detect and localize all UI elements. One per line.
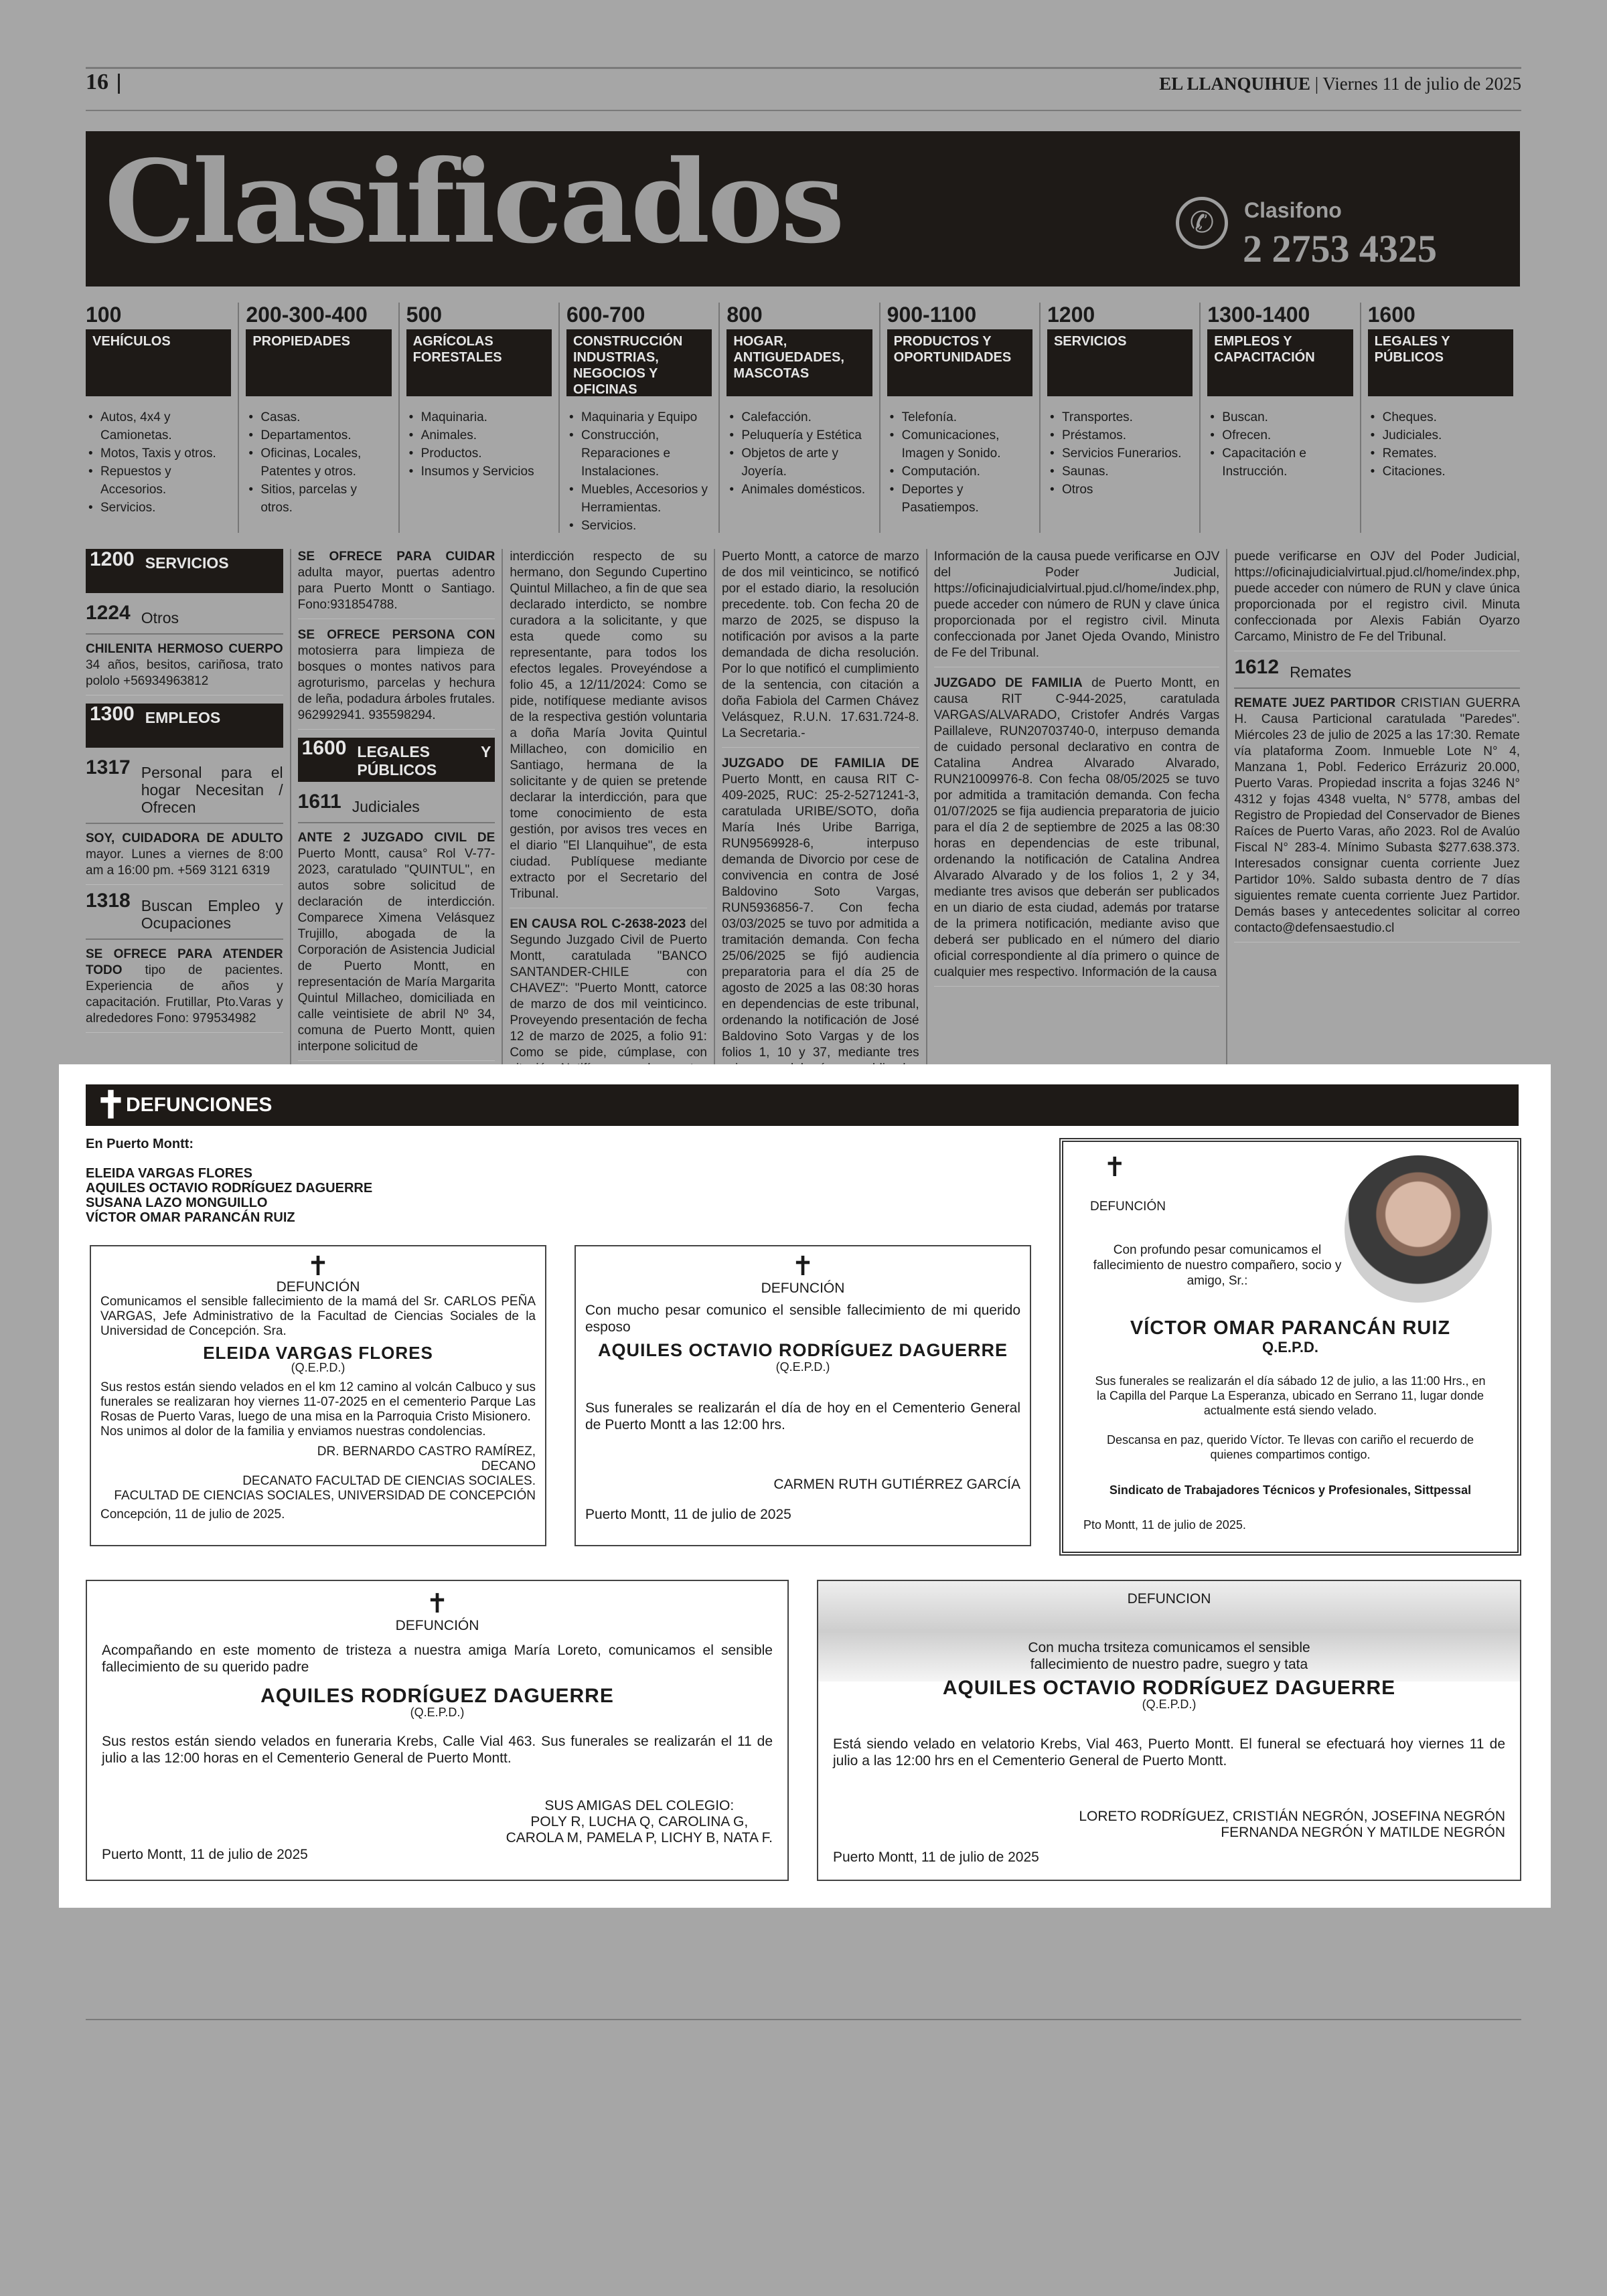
notice-place-date: Puerto Montt, 11 de julio de 2025	[585, 1507, 791, 1522]
deceased-name: ELEIDA VARGAS FLORES	[86, 1166, 252, 1181]
cross-icon: ✝	[426, 1589, 449, 1619]
death-notice	[90, 1245, 546, 1546]
classified-ad-continued: Puerto Montt, a catorce de marzo de dos mil veinticinco, se notificó por el estado diario, la resolución precedente. tob. Con fecha 20 de marzo de 2025, se dispuso la notificación por avisos a la parte demandada de dicha resolución. Por lo que notificó el cumplimiento de la sentencia, con citación a doña Fabiola del Carmen Chávez Velásquez, R.U.N. 17.631.724-8. La Secretaria.-	[722, 549, 919, 748]
classified-column-4	[715, 549, 927, 1071]
category-item: • Casas.	[246, 408, 391, 426]
category-column	[86, 303, 239, 533]
category-item: • Repuestos y Accesorios.	[86, 463, 231, 499]
notice-signature: DECANO	[481, 1459, 536, 1473]
subsection-label: Remates	[1290, 663, 1352, 681]
page-number-divider	[118, 74, 120, 94]
category-column	[1047, 303, 1201, 533]
notice-signature: SUS AMIGAS DEL COLEGIO:	[544, 1798, 735, 1813]
category-item: • Cheques.	[1368, 408, 1513, 426]
notice-body: Descansa en paz, querido Víctor. Te llevas con cariño el recuerdo de quienes compartimos contigo.	[1107, 1433, 1474, 1461]
classified-column-3	[503, 549, 715, 1071]
category-items	[246, 408, 391, 517]
classified-column-6	[1227, 549, 1520, 1071]
defunciones-title: DEFUNCIONES	[126, 1094, 273, 1116]
category-item: • Oficinas, Locales, Patentes y otros.	[246, 444, 391, 481]
classified-column-1	[86, 549, 291, 1071]
notice-kind: DEFUNCIÓN	[1090, 1200, 1166, 1214]
classified-column-5	[927, 549, 1228, 1071]
category-number: 1300-1400	[1207, 303, 1310, 327]
subsection-number: 1318	[86, 890, 131, 912]
ad-text: Puerto Montt, en causa RIT C-409-2025, RUC: 25-2-5271241-3, caratulada URIBE/SOTO, doña María Inés Uribe Barriga, RUN9569928-6, interpuso demanda de Divorcio por cese de convivencia en contra de José Baldovino Soto Vargas, RUN5936856-7. Con fecha 03/03/2025 se tuvo por admitida a tramitación demanda. Con fecha 25/06/2025 se fijó audiencia preparatoria para el día 25 de agosto de 2025 a las 08:30 horas en dependencias de este tribunal, ordenando la notificación de José Baldovino Soto Vargas y de los folios 1, 10 y 37, mediante tres	[721, 772, 919, 1060]
category-column	[406, 303, 560, 533]
ad-lead: SE OFRECE PARA ATENDER TODO	[86, 947, 283, 977]
section-number: 1300	[90, 703, 135, 725]
category-item: • Maquinaria y Equipo	[566, 408, 712, 426]
ad-lead: ANTE 2 JUZGADO CIVIL DE	[297, 831, 495, 845]
category-column	[1368, 303, 1520, 533]
category-column	[1207, 303, 1361, 533]
header-rule	[86, 67, 1521, 69]
category-item: • Animales domésticos.	[726, 481, 872, 499]
category-items	[1207, 408, 1353, 481]
clasifono-number: 2 2753 4325	[1243, 227, 1437, 270]
category-item: • Judiciales.	[1368, 426, 1513, 444]
notice-signature-block	[506, 1798, 773, 1846]
subsection-label: Personal para el hogar Necesitan / Ofrecen	[141, 764, 283, 816]
notice-intro: Con profundo pesar comunicamos el fallecimiento de nuestro compañero, socio y amigo, Sr.:	[1093, 1243, 1342, 1288]
category-item: • Servicios.	[86, 499, 231, 517]
category-items	[887, 408, 1032, 517]
category-item: • Construcción, Reparaciones e Instalaciones.	[566, 426, 712, 481]
category-item: • Sitios, parcelas y otros.	[246, 481, 391, 517]
subsection-label: Otros	[141, 609, 179, 627]
death-notice	[575, 1245, 1031, 1546]
category-item: • Saunas.	[1047, 463, 1193, 481]
masthead-paper: EL LLANQUIHUE	[1159, 74, 1310, 94]
ad-text: mayor. Lunes a viernes de 8:00 am a 16:00 pm. +569 3121 6319	[86, 847, 283, 878]
section-header-1300	[86, 704, 283, 748]
ad-text: Puerto Montt, causa° Rol V-77-2023, caratulado "QUINTUL", en autos sobre solicitud de declaración de interdicción. Comparece Ximena Velásquez Trujillo, abogada de la Corporación de Asistencia Judicial de Puerto Montt, en representación de María Margarita Quintul Millacheo, domiciliada en calle veintisiete de abril Nº 34, comuna de Puerto Montt, quien interpone solicitud de	[297, 847, 495, 1054]
category-item: • Computación.	[887, 463, 1032, 481]
death-notice	[86, 1580, 789, 1881]
notice-place-date: Puerto Montt, 11 de julio de 2025	[833, 1850, 1039, 1865]
ad-lead: SOY, CUIDADORA DE ADULTO	[86, 831, 283, 845]
masthead-date: Viernes 11 de julio de 2025	[1322, 74, 1521, 94]
notice-kind: DEFUNCIÓN	[276, 1279, 360, 1295]
section-header-1200	[86, 549, 283, 593]
deceased-name: SUSANA LAZO MONGUILLO	[86, 1196, 268, 1210]
category-number: 1600	[1367, 303, 1415, 327]
category-items	[726, 408, 872, 499]
category-item: • Calefacción.	[726, 408, 872, 426]
category-index	[86, 303, 1520, 533]
subsection-number: 1612	[1234, 656, 1280, 678]
banner-title: Clasificados	[104, 135, 842, 269]
notice-qepd: (Q.E.P.D.)	[291, 1361, 346, 1374]
category-label: CONSTRUCCIÓN INDUSTRIAS, NEGOCIOS Y OFICINAS	[566, 329, 712, 396]
category-item: • Insumos y Servicios	[406, 463, 552, 481]
category-items	[1047, 408, 1193, 499]
category-number: 100	[86, 303, 122, 327]
category-item: • Deportes y Pasatiempos.	[887, 481, 1032, 517]
notice-signature: CARMEN RUTH GUTIÉRREZ GARCÍA	[773, 1477, 1020, 1492]
category-item: • Capacitación e Instrucción.	[1207, 444, 1353, 481]
section-number: 1200	[90, 548, 135, 570]
notice-signature-block	[1079, 1809, 1505, 1841]
category-number: 900-1100	[887, 303, 977, 327]
notice-body: Está siendo velado en velatorio Krebs, Vial 463, Puerto Montt. El funeral se efectuará hoy viernes 11 de julio a las 12:00 hrs en el Cementerio General de Puerto Montt.	[833, 1736, 1505, 1769]
cross-icon: ✝	[791, 1252, 814, 1281]
category-column	[887, 303, 1041, 533]
category-label: SERVICIOS	[1047, 329, 1193, 396]
category-item: • Citaciones.	[1368, 463, 1513, 481]
category-item: • Muebles, Accesorios y Herramientas.	[566, 481, 712, 517]
clasificados-banner	[86, 131, 1520, 286]
notice-signature: FERNANDA NEGRÓN Y MATILDE NEGRÓN	[1221, 1825, 1505, 1840]
header-rule-lower	[86, 110, 1521, 111]
category-item: • Servicios Funerarios.	[1047, 444, 1193, 463]
ad-lead: JUZGADO DE FAMILIA DE	[721, 756, 919, 770]
category-item: • Motos, Taxis y otros.	[86, 444, 231, 463]
notice-intro: Acompañando en este momento de tristeza a nuestra amiga María Loreto, comunicamos el sensible fallecimiento de su querido padre	[102, 1643, 773, 1675]
notice-signature: Sindicato de Trabajadores Técnicos y Profesionales, Sittpessal	[1109, 1483, 1472, 1497]
death-notice-featured	[1059, 1138, 1521, 1556]
notice-kind: DEFUNCIÓN	[761, 1281, 845, 1296]
ad-lead: SE OFRECE PERSONA CON	[297, 628, 495, 642]
category-column	[246, 303, 399, 533]
classified-ad	[934, 675, 1220, 987]
ad-lead: REMATE JUEZ PARTIDOR	[1234, 696, 1396, 710]
notice-deceased-name: AQUILES OCTAVIO RODRÍGUEZ DAGUERRE	[942, 1677, 1396, 1699]
category-label: HOGAR, ANTIGUEDADES, MASCOTAS	[726, 329, 872, 396]
notice-deceased-name: AQUILES OCTAVIO RODRÍGUEZ DAGUERRE	[597, 1340, 1008, 1360]
cross-icon: ✝	[95, 1084, 127, 1126]
category-items	[406, 408, 552, 481]
notice-place-date: Concepción, 11 de julio de 2025.	[100, 1507, 285, 1522]
subsection-number: 1317	[86, 756, 131, 778]
section-label: SERVICIOS	[145, 554, 229, 572]
page-number: 16	[86, 70, 108, 94]
defunciones-header	[86, 1084, 1519, 1126]
category-item: • Comunicaciones, Imagen y Sonido.	[887, 426, 1032, 463]
category-item: • Departamentos.	[246, 426, 391, 444]
notice-intro: Con mucha trsiteza comunicamos el sensible fallecimiento de nuestro padre, suegro y tata	[1028, 1640, 1310, 1672]
category-item: • Objetos de arte y Joyería.	[726, 444, 872, 481]
subsection-header-1611	[297, 791, 495, 823]
defunciones-names-list	[86, 1166, 372, 1225]
defunciones-location: En Puerto Montt:	[86, 1137, 194, 1151]
ad-text: motosierra para limpieza de bosques o montes nativos para agroturismo, parcelas y hechura de leña, podadura árboles frutales. 962992941. 935598294.	[297, 644, 495, 722]
notice-qepd: Q.E.P.D.	[1262, 1339, 1318, 1356]
subsection-header-1318	[86, 890, 283, 940]
ad-text: tipo de pacientes. Experiencia de años y capacitación. Frutillar, Pto.Varas y alrededores Fono: 979534982	[86, 963, 283, 1026]
deceased-name: VÍCTOR OMAR PARANCÁN RUIZ	[86, 1210, 295, 1225]
ad-text: de Puerto Montt, en causa RIT C-944-2025, caratulada VARGAS/ALVARADO, Cristofer Andrés Vargas Paillaleve, RUN20703740-0, interpuso demanda de cuidado personal declarativo en contra de Catalina Andrea Alvarado Alvarado, RUN21009976-8. Con fecha 08/05/2025 se tuvo por admitida a tramitación demanda. Con fecha 01/07/2025 se fija audiencia preparatoria de juicio para el día 2 de septiembre de 2025 a las 08:30 horas en dependencias de este tribunal, ordenando la notificación de Catalina Andrea Alvarado Alvarado y de los folios 1, 2 y 34, mediante tres avisos que deberán ser publicados en un diario de esta ciudad, además por tratarse de la primera notificación, mediante aviso que deberá ser publicado en el número del diario oficial correspondiente al día primero o quince de cualquier mes respectivo. Información de la causa	[933, 676, 1220, 979]
notice-kind: DEFUNCION	[1127, 1591, 1211, 1607]
category-item: • Peluquería y Estética	[726, 426, 872, 444]
classified-column-2	[291, 549, 504, 1071]
notice-qepd: (Q.E.P.D.)	[775, 1360, 830, 1374]
classified-ad-continued: interdicción respecto de su hermano, don Segundo Cupertino Quintul Millacheo, a fin de que sea declarado interdicto, se nombre curadora a la solicitante, y que esta quede como su representante, para todos los efectos legales. Proveyéndose a folio 45, a 12/11/2024: Como se pide, notifíquese mediante avisos de la respectiva gestión voluntaria a doña María Jovita Quintul Millacheo, con domicilio en Santiago, hermana de la solicitante y de quien se pretende declarar la interdicción, para que tome conocimiento de esta gestión, por avisos tres veces en el diario "El Llanquihue", de esta ciudad. Publíquese mediante extracto por el Secretario del Tribunal.	[510, 549, 707, 908]
category-item: • Productos.	[406, 444, 552, 463]
category-item: • Maquinaria.	[406, 408, 552, 426]
ad-text: CRISTIAN GUERRA H. Causa Particional caratulada "Paredes". Miércoles 23 de julio de 2025 a las 17:30. Remate vía plataforma Zoom. Inmueble Lote N° 4, Manzana 1, Pobl. Federico Errázuriz 20.000, Puerto Varas. Propiedad inscrita a fojas 3246 N° 4312 y fojas 4348 vuelta, N° 5778, ambas del Registro de Propiedad del Conservador de Bienes Raíces de Puerto Varas, año 2023. Rol de Avalúo Fiscal N° 283-4. Mínimo Subasta $277.638.373. Interesados consignar cuenta corriente Juez Partidor 10%. Saldo subasta dentro de 7 días siguientes remate cuenta corriente Juez Partidor. Demás bases y antecedentes solicitar al correo contacto@defensaestudio.cl	[1234, 696, 1520, 935]
defunciones-section	[59, 1064, 1551, 1908]
notice-place-date: Puerto Montt, 11 de julio de 2025	[102, 1847, 308, 1862]
notice-signature: DECANATO FACULTAD DE CIENCIAS SOCIALES.	[242, 1474, 536, 1488]
deceased-name: AQUILES OCTAVIO RODRÍGUEZ DAGUERRE	[86, 1181, 373, 1196]
classified-columns	[86, 549, 1520, 1071]
subsection-header-1224	[86, 602, 283, 635]
notice-body: Sus funerales se realizarán el día de hoy en el Cementerio General de Puerto Montt a las 12:00 hrs.	[585, 1400, 1020, 1432]
section-number: 1600	[301, 737, 347, 759]
classified-ad	[298, 627, 495, 730]
ad-lead: CHILENITA HERMOSO CUERPO	[86, 642, 283, 656]
notice-signature: POLY R, LUCHA Q, CAROLINA G,	[530, 1814, 749, 1829]
category-items	[566, 408, 712, 535]
category-number: 1200	[1047, 303, 1095, 327]
classified-ad	[1234, 695, 1520, 942]
notice-body: Sus restos están siendo velados en funeraria Krebs, Calle Vial 463. Sus funerales se realizarán el 11 de julio a las 12:00 horas en el Cementerio General de Puerto Montt.	[102, 1734, 773, 1766]
notice-signature: CAROLA M, PAMELA P, LICHY B, NATA F.	[506, 1830, 773, 1846]
classified-ad	[298, 830, 495, 1061]
subsection-header-1612	[1234, 656, 1520, 689]
footer-rule	[86, 2019, 1521, 2020]
classified-ad	[86, 947, 283, 1033]
cross-icon: ✝	[307, 1252, 329, 1281]
category-label: PRODUCTOS Y OPORTUNIDADES	[887, 329, 1032, 396]
category-column	[566, 303, 720, 533]
category-item: • Animales.	[406, 426, 552, 444]
notice-qepd: (Q.E.P.D.)	[410, 1706, 465, 1719]
category-items	[1368, 408, 1513, 481]
category-label: PROPIEDADES	[246, 329, 391, 396]
category-column	[726, 303, 880, 533]
category-item: • Remates.	[1368, 444, 1513, 463]
category-label: LEGALES Y PÚBLICOS	[1368, 329, 1513, 396]
masthead: EL LLANQUIHUE | Viernes 11 de julio de 2025	[1159, 74, 1521, 94]
classified-ad	[86, 831, 283, 885]
category-number: 800	[726, 303, 763, 327]
classified-ad	[86, 641, 283, 695]
notice-deceased-name: AQUILES RODRÍGUEZ DAGUERRE	[260, 1685, 614, 1707]
notice-body: Sus funerales se realizarán el día sábado 12 de julio, a las 11:00 Hrs., en la Capilla del Parque La Esperanza, ubicado en Serrano 11, lugar donde actualmente está siendo velado.	[1095, 1374, 1486, 1417]
category-item: • Préstamos.	[1047, 426, 1193, 444]
subsection-number: 1611	[297, 791, 341, 813]
category-label: AGRÍCOLAS FORESTALES	[406, 329, 552, 396]
notice-qepd: (Q.E.P.D.)	[1142, 1698, 1197, 1711]
notice-signature: LORETO RODRÍGUEZ, CRISTIÁN NEGRÓN, JOSEFINA NEGRÓN	[1079, 1809, 1505, 1824]
notice-deceased-name: VÍCTOR OMAR PARANCÁN RUIZ	[1130, 1317, 1451, 1339]
category-item: • Buscan.	[1207, 408, 1353, 426]
notice-signature: DR. BERNARDO CASTRO RAMÍREZ,	[317, 1445, 536, 1459]
category-item: • Servicios.	[566, 517, 712, 535]
phone-icon: ✆	[1176, 197, 1228, 249]
classified-ad-continued: Información de la causa puede verificarse en OJV del Poder Judicial, https://oficinajudicialvirtual.pjud.cl/home/index.php, puede acceder con número de RUN y clave única proporcionada por el registro civil. Minuta confeccionada por Janet Ojeda Ovando, Ministro de Fe del Tribunal.	[934, 549, 1220, 667]
subsection-label: Judiciales	[352, 798, 420, 815]
notice-body: Nos unimos al dolor de la familia y enviamos nuestras condolencias.	[100, 1424, 486, 1439]
clasifono-label: Clasifono	[1244, 198, 1342, 222]
category-item: • Otros	[1047, 481, 1193, 499]
death-notice	[817, 1580, 1521, 1881]
category-items	[86, 408, 231, 517]
notice-place-date: Pto Montt, 11 de julio de 2025.	[1083, 1518, 1246, 1532]
category-item: • Transportes.	[1047, 408, 1193, 426]
subsection-number: 1224	[86, 602, 131, 624]
ad-text: del Segundo Juzgado Civil de Puerto Montt, caratulada "BANCO SANTANDER-CHILE con CHAVEZ": "Puerto Montt, catorce de marzo de dos mil veinticinco. Proveyendo presentación de fecha 12 de marzo de 2025, a folio 91: Como se pide, cúmplase, con	[510, 917, 707, 1060]
classified-ad	[298, 549, 495, 619]
notice-body: Sus restos están siendo velados en el km 12 camino al volcán Calbuco y sus funerales se realizaran hoy viernes 11-07-2025 en el cementerio Parque Las Rosas de Puerto Varas, luego de una misa en la Parroquia Cristo Misionero.	[100, 1380, 536, 1424]
notice-kind: DEFUNCIÓN	[395, 1618, 479, 1633]
ad-text: adulta mayor, puertas adentro para Puerto Montt o Santiago. Fono:931854788.	[297, 566, 495, 612]
section-label: LEGALES Y PÚBLICOS	[357, 743, 491, 778]
category-label: EMPLEOS Y CAPACITACIÓN	[1207, 329, 1353, 396]
category-item: • Telefonía.	[887, 408, 1032, 426]
section-header-1600	[298, 738, 495, 782]
notice-intro: Comunicamos el sensible fallecimiento de la mamá del Sr. CARLOS PEÑA VARGAS, Jefe Administrativo de la Facultad de Ciencias Sociales de la Universidad de Concepción. Sra.	[100, 1295, 536, 1338]
subsection-label: Buscan Empleo y Ocupaciones	[141, 897, 283, 932]
category-number: 600-700	[566, 303, 645, 327]
category-item: • Autos, 4x4 y Camionetas.	[86, 408, 231, 444]
ad-lead: SE OFRECE PARA CUIDAR	[297, 550, 495, 564]
ad-lead: JUZGADO DE FAMILIA	[933, 676, 1083, 690]
notice-intro: Con mucho pesar comunico el sensible fallecimiento de mi querido esposo	[585, 1303, 1020, 1335]
category-number: 200-300-400	[246, 303, 368, 327]
ad-lead: EN CAUSA ROL C-2638-2023	[510, 917, 686, 931]
notice-signature: FACULTAD DE CIENCIAS SOCIALES, UNIVERSIDAD DE CONCEPCIÓN	[114, 1489, 536, 1503]
category-item: • Ofrecen.	[1207, 426, 1353, 444]
section-label: EMPLEOS	[145, 709, 221, 726]
category-label: VEHÍCULOS	[86, 329, 231, 396]
ad-text: 34 años, besitos, cariñosa, trato pololo +56934963812	[86, 658, 283, 688]
notice-deceased-name: ELEIDA VARGAS FLORES	[203, 1343, 433, 1363]
cross-icon: ✝	[1103, 1153, 1126, 1182]
deceased-photo	[1345, 1155, 1492, 1303]
category-number: 500	[406, 303, 443, 327]
subsection-header-1317	[86, 756, 283, 824]
classified-ad-continued: puede verificarse en OJV del Poder Judicial, https://oficinajudicialvirtual.pjud.cl/home/index.php, puede acceder con número de RUN y clave única proporcionada por el registro civil. Minuta confeccionada por Alexis Fabián Oyarzo Carcamo, Ministro de Fe del Tribunal.	[1234, 549, 1520, 651]
